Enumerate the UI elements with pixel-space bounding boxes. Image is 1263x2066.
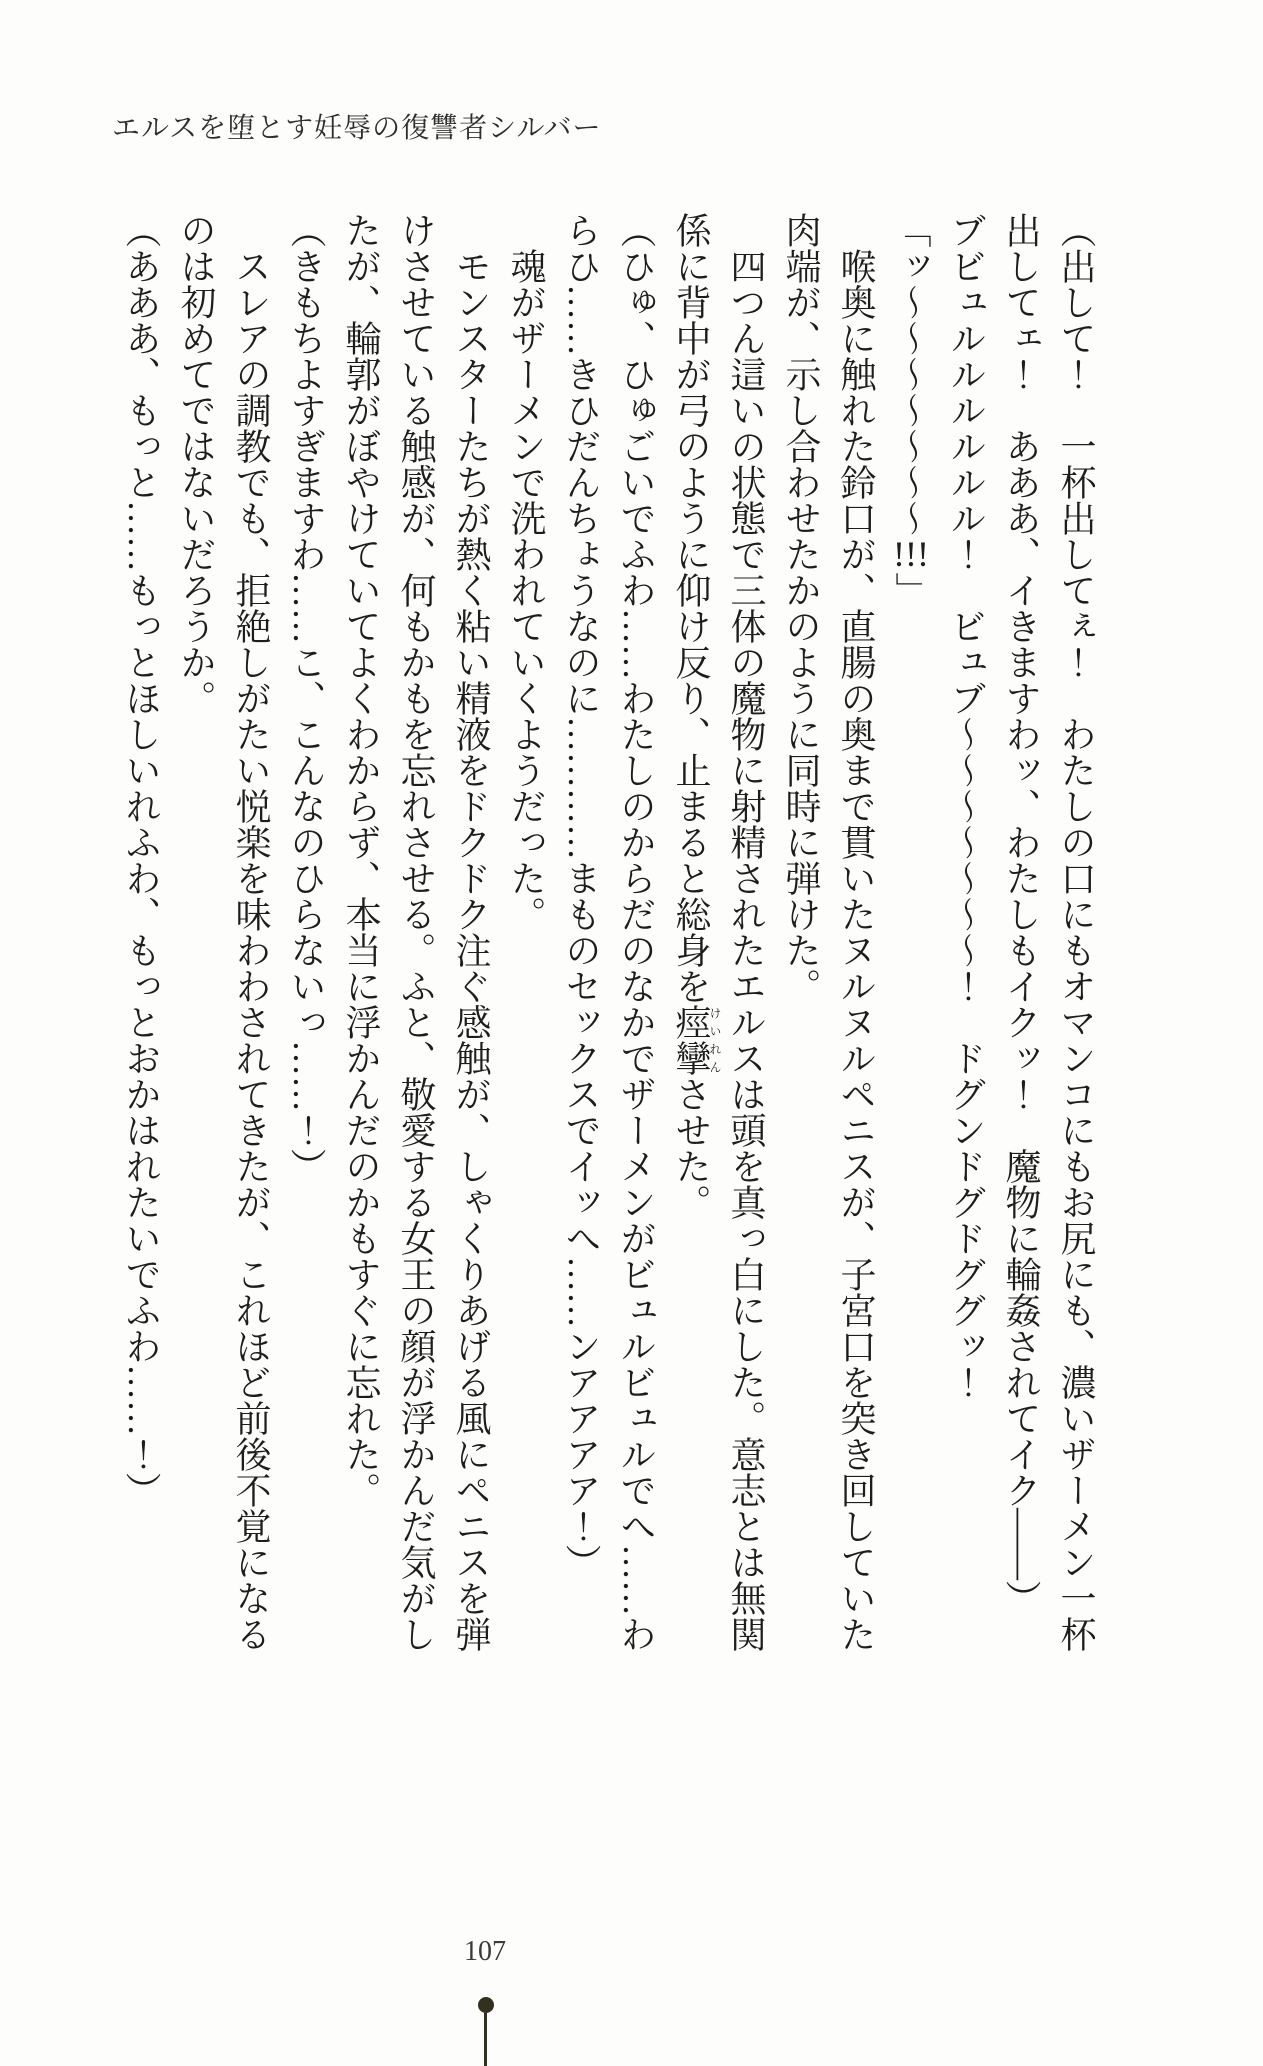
paragraph-narration: 四つん這いの状態で三体の魔物に射精されたエルスは頭を真っ白にした。意志とは無関係に背中が弓のように仰け反り、止まると総身を痙攣けいれんさせた。 xyxy=(671,212,766,1652)
running-header-title: エルスを堕とす妊辱の復讐者シルバー xyxy=(112,113,602,144)
paragraph-sfx: ブビュルルルルルル！ ビュブ～～～～～～～！ ドグンドグドググッ！ xyxy=(946,212,986,1400)
page-ornament-line xyxy=(484,2013,487,2066)
main-text-block xyxy=(113,212,1103,1656)
paragraph-thought: （出して！ 一杯出してぇ！ わたしの口にもオマンコにもお尻にも、濃いザーメン一杯出してェ！ あああ、イきますわッ、わたしもイクッ！ 魔物に輪姦されてイク――） xyxy=(1001,212,1096,1652)
paragraph-narration: スレアの調教でも、拒絶しがたい悦楽を味わわされてきたが、これほど前後不覚になるのは初めてではないだろうか。 xyxy=(176,212,271,1652)
paragraph-thought: （ひゅ、ひゅごいでふわ……わたしのからだのなかでザーメンがビュルビュルでへ……わらひ……きひだんちょうなのに…………まものセックスでイッへ……ンアアアア！） xyxy=(561,212,656,1652)
page-ornament-dot-icon xyxy=(478,1997,494,2013)
paragraph-narration: モンスターたちが熱く粘い精液をドクドク注ぐ感触が、しゃくりあげる風にペニスを弾けさせている触感が、何もかもを忘れさせる。ふと、敬愛する女王の顔が浮かんだ気がしたが、輪郭がぼやけていてよくわからず、本当に浮かんだのかもすぐに忘れた。 xyxy=(341,212,491,1652)
page-number: 107 xyxy=(464,1936,506,1967)
paragraph-narration: 魂がザーメンで洗われていくようだった。 xyxy=(506,248,546,932)
paragraph-thought: （きもちよすぎますわ……こ、こんなのひらないっ……！） xyxy=(286,212,326,1184)
paragraph-thought: （あああ、もっと……もっとほしいれふわ、もっとおかはれたいでふわ……！） xyxy=(121,212,161,1508)
paragraph-quote: 「ッ～～～～～～～!!!」 xyxy=(891,212,931,608)
paragraph-narration: 喉奥に触れた鈴口が、直腸の奥まで貫いたヌルヌルペニスが、子宮口を突き回していた肉端が、示し合わせたかのように同時に弾けた。 xyxy=(781,212,876,1652)
